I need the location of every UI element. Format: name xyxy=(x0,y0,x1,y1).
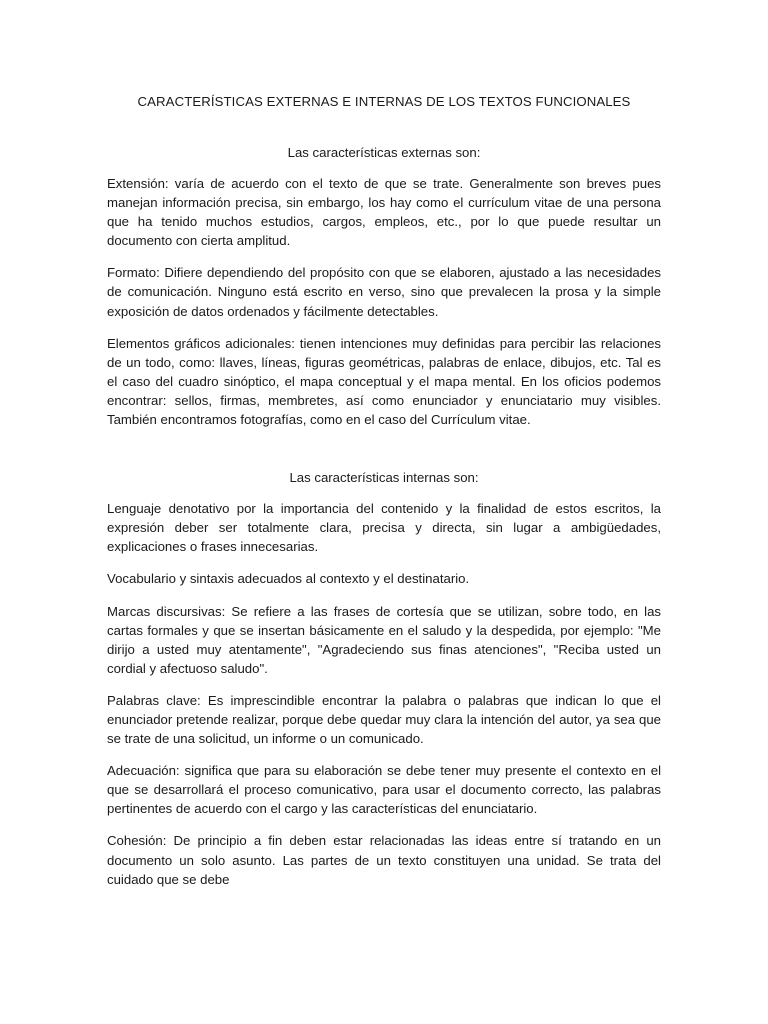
paragraph-cohesion: Cohesión: De principio a fin deben estar relacionadas las ideas entre sí tratando en un documento un solo asunto. Las partes de un texto constituyen una unidad. Se trata del cuidado que se debe xyxy=(107,833,661,887)
paragraph-graphic-elements: Elementos gráficos adicionales: tienen intenciones muy definidas para percibir las relaciones de un todo, como: llaves, líneas, figuras geométricas, palabras de enlace, dibujos, etc. Tal es el caso del cuadro sinóptico, el mapa conceptual y el mapa mental. En los oficios podemos encontrar: sellos, firmas, membretes, así como enunciador y enunciatario muy visibles. También encontramos fotografías, como en el caso del Currículum vitae. xyxy=(107,335,661,428)
paragraph-discursive-marks: Marcas discursivas: Se refiere a las frases de cortesía que se utilizan, sobre todo, en las cartas formales y que se insertan básicamente en el saludo y la despedida, por ejemplo: "Me dirijo a usted muy atentamente", "Agradeciendo sus finas atenciones", "Reciba usted un cordial y afectuoso saludo". xyxy=(107,603,661,676)
paragraph-adequacy: Adecuación: significa que para su elaboración se debe tener muy presente el contexto en el que se desarrollará el proceso comunicativo, para usar el documento correcto, las palabras pertinentes de acuerdo con el cargo y las características del enunciatario. xyxy=(107,763,661,817)
external-section-heading: Las características externas son: xyxy=(287,145,481,160)
document-title: CARACTERÍSTICAS EXTERNAS E INTERNAS DE LOS TEXTOS FUNCIONALES xyxy=(137,94,631,109)
paragraph-format: Formato: Difiere dependiendo del propósito con que se elaboren, ajustado a las necesidades de comunicación. Ninguno está escrito en verso, sino que prevalecen la prosa y la simple exposición de datos ordenados y fácilmente detectables. xyxy=(107,265,661,319)
internal-section-heading: Las características internas son: xyxy=(289,470,479,486)
paragraph-extension: Extensión: varía de acuerdo con el texto de que se trate. Generalmente son breves pues manejan información precisa, sin embargo, los hay como el currículum vitae de una persona que ha tenido muchos estudios, cargos, empleos, etc., por lo que puede resultar un documento con cierta amplitud. xyxy=(107,176,661,249)
paragraph-keywords: Palabras clave: Es imprescindible encontrar la palabra o palabras que indican lo que el enunciador pretende realizar, porque debe quedar muy clara la intención del autor, ya sea que se trate de una solicitud, un informe o un comunicado. xyxy=(107,692,661,747)
document-body xyxy=(107,92,661,889)
paragraph-denotative-language: Lenguaje denotativo por la importancia del contenido y la finalidad de estos escritos, la expresión deber ser totalmente clara, precisa y directa, sin lugar a ambigüedades, explicaciones o frases innecesarias. xyxy=(107,501,661,555)
paragraph-vocabulary: Vocabulario y sintaxis adecuados al contexto y el destinatario. xyxy=(107,571,470,587)
